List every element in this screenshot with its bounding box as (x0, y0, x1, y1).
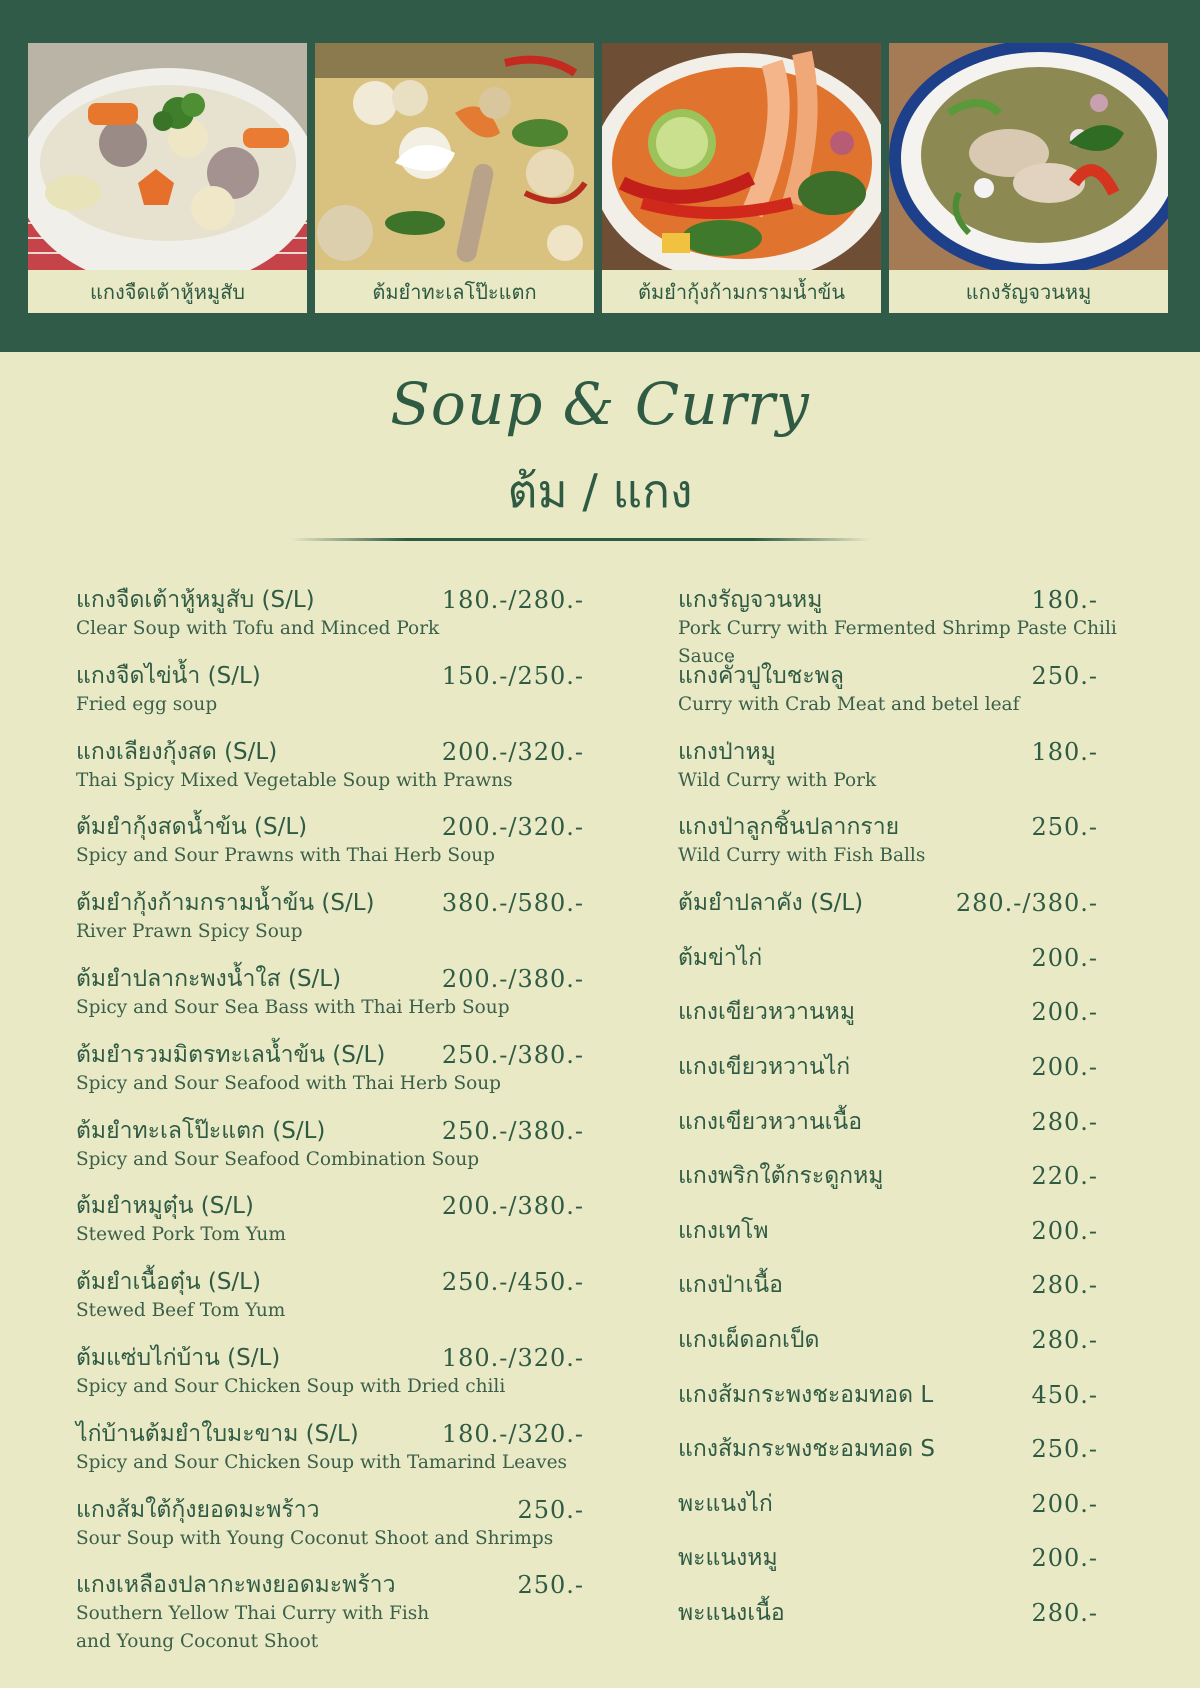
menu-item-description: Sour Soup with Young Coconut Shoot and Shrimps (76, 1527, 554, 1549)
menu-item-name: ต้มยำรวมมิตรทะเลน้ำข้น (S/L) (76, 1041, 386, 1068)
menu-item-name: แกงเหลืองปลากะพงยอดมะพร้าว (76, 1572, 396, 1599)
menu-item-name: ต้มยำเนื้อตุ๋น (S/L) (76, 1269, 261, 1296)
dish-photo-pork-curry (889, 43, 1168, 270)
menu-item-price: 250.-/380.- (441, 1116, 584, 1145)
menu-item (76, 1419, 584, 1495)
menu-item-name: แกงป่าหมู (678, 738, 776, 765)
menu-item-price: 200.-/320.- (441, 737, 584, 766)
menu-item-name: แกงจืดเต้าหู้หมูสับ (S/L) (76, 587, 315, 613)
photo-caption: แกงจืดเต้าหู้หมูสับ (28, 270, 307, 313)
dish-photo-card (28, 43, 307, 313)
menu-item-description: River Prawn Spicy Soup (76, 921, 303, 943)
menu-item-price: 380.-/580.- (441, 889, 584, 918)
menu-item (76, 964, 584, 1040)
dish-photo-clear-soup (28, 43, 307, 270)
menu-item (678, 1270, 1148, 1325)
menu-item-description: Wild Curry with Fish Balls (678, 845, 926, 867)
menu-item (678, 737, 1148, 813)
menu-item (76, 1040, 584, 1116)
menu-item-name: แกงป่าเนื้อ (678, 1272, 783, 1299)
menu-item-price: 280.- (1031, 1598, 1098, 1627)
menu-item (76, 812, 584, 888)
menu-item (76, 1191, 584, 1267)
menu-item (76, 1570, 584, 1680)
dish-photo-card (889, 43, 1168, 313)
menu-item-description: Wild Curry with Pork (678, 769, 877, 791)
menu-item (678, 1161, 1148, 1216)
menu-item (678, 1434, 1148, 1489)
menu-item-name: ต้มยำหมูตุ๋น (S/L) (76, 1193, 254, 1220)
menu-item-name: แกงส้มใต้กุ้งยอดมะพร้าว (76, 1496, 320, 1523)
menu-item-price: 200.-/320.- (441, 813, 584, 842)
menu-item-price: 250.- (1031, 1435, 1098, 1464)
menu-item (678, 1216, 1148, 1271)
menu-item-name: แกงเขียวหวานเนื้อ (678, 1108, 863, 1135)
menu-item (678, 997, 1148, 1052)
menu-item-price: 200.-/380.- (441, 1192, 584, 1221)
menu-item (678, 1052, 1148, 1107)
menu-item-price: 280.- (1031, 1325, 1098, 1354)
menu-item (76, 1495, 584, 1571)
menu-item-name: แกงคั่วปูใบชะพลู (678, 662, 844, 689)
menu-item-name: ต้มยำปลาคัง (S/L) (678, 890, 864, 917)
menu-item (678, 888, 1148, 943)
menu-column-right (678, 585, 1148, 1653)
menu-item-name: ต้มยำทะเลโป๊ะแตก (S/L) (76, 1117, 326, 1144)
menu-item (76, 1343, 584, 1419)
menu-item-description: Thai Spicy Mixed Vegetable Soup with Prawns (76, 769, 513, 791)
menu-item-name: พะแนงหมู (678, 1545, 778, 1572)
menu-item-price: 250.- (1031, 813, 1098, 842)
menu-item-price: 250.- (1031, 661, 1098, 690)
menu-item-name: แกงส้มกระพงชะอมทอด L (678, 1381, 934, 1408)
menu-item-name: แกงรัญจวนหมู (678, 587, 823, 613)
title-divider (290, 538, 870, 541)
menu-item-description: Clear Soup with Tofu and Minced Pork (76, 618, 440, 639)
menu-item-description: Southern Yellow Thai Curry with Fish and Young Coconut Shoot (76, 1603, 430, 1653)
menu-item (678, 585, 1148, 667)
menu-item-price: 200.- (1031, 1489, 1098, 1518)
dish-photo-card (602, 43, 881, 313)
menu-item-price: 180.-/280.- (441, 586, 584, 614)
menu-item-description: Spicy and Sour Prawns with Thai Herb Soup (76, 845, 495, 867)
section-title-thai: ต้ม / แกง (507, 464, 693, 518)
menu-item-description: Spicy and Sour Chicken Soup with Dried chili (76, 1375, 506, 1397)
menu-item-name: แกงเผ็ดอกเป็ด (678, 1326, 820, 1353)
menu-item-description: Stewed Pork Tom Yum (76, 1224, 286, 1246)
menu-item-name: แกงส้มกระพงชะอมทอด S (678, 1436, 935, 1463)
menu-item-price: 280.- (1031, 1271, 1098, 1300)
dish-photo-prawn-soup (602, 43, 881, 270)
menu-item-price: 200.- (1031, 1544, 1098, 1573)
menu-item-name: แกงป่าลูกชิ้นปลากราย (678, 814, 900, 841)
section-title-english: Soup & Curry (390, 370, 810, 438)
dish-photo-card (315, 43, 594, 313)
photo-caption: ต้มยำทะเลโป๊ะแตก (315, 270, 594, 313)
menu-item (76, 888, 584, 964)
menu-item-description: Curry with Crab Meat and betel leaf (678, 693, 1020, 715)
menu-item (678, 1107, 1148, 1162)
menu-item-description: Spicy and Sour Seafood Combination Soup (76, 1148, 480, 1170)
menu-item (678, 1543, 1148, 1598)
menu-item (678, 943, 1148, 998)
menu-item (678, 661, 1148, 737)
photo-caption: ต้มยำกุ้งก้ามกรามน้ำข้น (602, 270, 881, 313)
menu-item-price: 250.- (517, 1495, 584, 1524)
menu-item-name: ต้มยำกุ้งสดน้ำข้น (S/L) (76, 814, 308, 841)
menu-item (76, 585, 584, 661)
menu-item-price: 180.- (1031, 737, 1098, 766)
menu-item-name: แกงเขียวหวานหมู (678, 999, 855, 1026)
menu-item-name: ไก่บ้านต้มยำใบมะขาม (S/L) (76, 1420, 359, 1447)
menu-item-price: 250.- (517, 1571, 584, 1600)
menu-item-price: 220.- (1031, 1162, 1098, 1191)
menu-item-price: 200.- (1031, 1216, 1098, 1245)
menu-item-description: Spicy and Sour Sea Bass with Thai Herb Soup (76, 996, 510, 1018)
menu-item (678, 1325, 1148, 1380)
menu-item-name: แกงพริกใต้กระดูกหมู (678, 1163, 884, 1190)
menu-item-name: ต้มข่าไก่ (678, 944, 763, 971)
menu-item (678, 1489, 1148, 1544)
menu-item (76, 661, 584, 737)
photo-caption: แกงรัญจวนหมู (889, 270, 1168, 313)
dish-photo-seafood-soup (315, 43, 594, 270)
menu-item-name: แกงจืดไข่น้ำ (S/L) (76, 662, 261, 689)
menu-item (678, 812, 1148, 888)
menu-item-name: ต้มแซ่บไก่บ้าน (S/L) (76, 1344, 281, 1371)
menu-item-name: แกงเทโพ (678, 1217, 769, 1244)
menu-item-description: Spicy and Sour Chicken Soup with Tamarind Leaves (76, 1451, 568, 1473)
menu-item-price: 180.-/320.- (441, 1419, 584, 1448)
menu-item-name: ต้มยำปลากะพงน้ำใส (S/L) (76, 965, 342, 992)
menu-item-price: 200.-/380.- (441, 964, 584, 993)
menu-item-description: Stewed Beef Tom Yum (76, 1300, 286, 1322)
menu-item-name: แกงเขียวหวานไก่ (678, 1053, 851, 1080)
menu-item-price: 200.- (1031, 1052, 1098, 1081)
menu-item (678, 1380, 1148, 1435)
menu-item (678, 1598, 1148, 1653)
menu-item (76, 737, 584, 813)
menu-item-price: 180.-/320.- (441, 1343, 584, 1372)
menu-item-name: พะแนงเนื้อ (678, 1599, 785, 1626)
menu-column-left (76, 585, 584, 1680)
menu-item (76, 1267, 584, 1343)
photo-banner (0, 0, 1200, 352)
menu-item-description: Spicy and Sour Seafood with Thai Herb Soup (76, 1072, 502, 1094)
menu-item-price: 200.- (1031, 943, 1098, 972)
menu-item-price: 280.-/380.- (955, 889, 1098, 918)
menu-item-price: 200.- (1031, 998, 1098, 1027)
menu-item-name: พะแนงไก่ (678, 1490, 773, 1517)
menu-item-name: แกงเลียงกุ้งสด (S/L) (76, 738, 278, 765)
menu-item-description: Fried egg soup (76, 693, 218, 715)
menu-item-price: 180.- (1031, 586, 1098, 614)
menu-item-description: Pork Curry with Fermented Shrimp Paste Chili Sauce (678, 618, 1117, 667)
menu-item (76, 1116, 584, 1192)
menu-item-price: 280.- (1031, 1107, 1098, 1136)
menu-item-name: ต้มยำกุ้งก้ามกรามน้ำข้น (S/L) (76, 890, 375, 917)
menu-item-price: 150.-/250.- (441, 661, 584, 690)
menu-item-price: 250.-/450.- (441, 1268, 584, 1297)
menu-item-price: 250.-/380.- (441, 1040, 584, 1069)
menu-item-price: 450.- (1031, 1380, 1098, 1409)
